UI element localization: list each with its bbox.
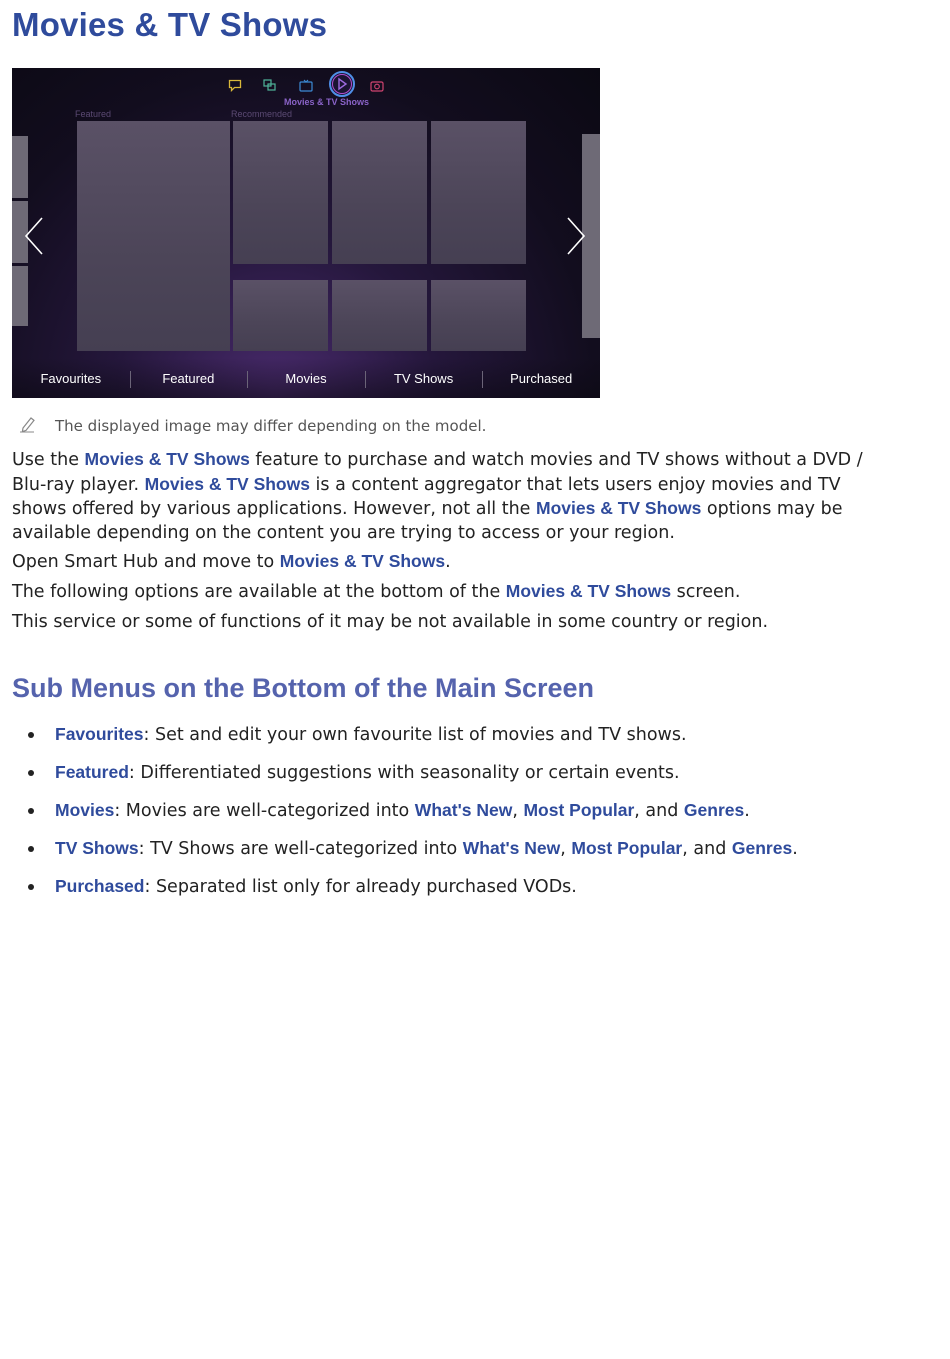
tv-icon — [295, 74, 317, 96]
text: , — [512, 801, 524, 821]
pencil-icon — [18, 414, 38, 434]
term: Featured — [55, 762, 129, 782]
recommended-tile[interactable] — [431, 280, 526, 351]
term: Purchased — [55, 876, 145, 896]
speech-bubble-icon — [224, 74, 246, 96]
text: . — [792, 839, 798, 859]
featured-section-label: Featured — [75, 109, 112, 119]
text: . — [744, 801, 750, 821]
text: : Differentiated suggestions with seasonality or certain events. — [128, 763, 680, 783]
text: . — [445, 552, 451, 572]
menu-name: Movies & TV Shows — [536, 498, 702, 518]
chevron-right-icon[interactable] — [560, 214, 590, 258]
term: Movies — [55, 800, 115, 820]
text: , and — [682, 839, 732, 859]
recommended-tile[interactable] — [332, 280, 427, 351]
list-item — [12, 760, 912, 798]
term: Most Popular — [523, 800, 635, 820]
term: Genres — [731, 838, 793, 858]
prev-panel-tile — [12, 266, 28, 326]
text: : Separated list only for already purchased VODs. — [144, 877, 577, 897]
text: Open Smart Hub and move to — [12, 552, 280, 572]
text: The following options are available at the bottom of the — [12, 582, 506, 602]
menu-name: Movies & TV Shows — [279, 551, 446, 571]
prev-panel-tile — [12, 136, 28, 198]
list-item — [12, 722, 912, 760]
recommended-tile[interactable] — [233, 280, 328, 351]
term: Most Popular — [571, 838, 683, 858]
submenu-list — [12, 722, 912, 912]
recommended-section-label: Recommended — [231, 109, 293, 119]
options-paragraph — [12, 580, 892, 605]
term: Genres — [683, 800, 745, 820]
model-note — [12, 412, 712, 436]
list-item — [12, 798, 912, 836]
menu-name: Movies & TV Shows — [84, 449, 250, 469]
intro-paragraph — [12, 448, 892, 545]
tab-movies[interactable]: Movies — [247, 358, 365, 398]
text: : Movies are well-categorized into — [114, 801, 415, 821]
featured-tile[interactable] — [77, 121, 230, 351]
play-icon[interactable] — [327, 69, 357, 99]
open-smart-hub-paragraph — [12, 550, 892, 575]
tab-tv-shows[interactable]: TV Shows — [365, 358, 483, 398]
page-title: Movies & TV Shows — [12, 6, 328, 43]
menu-name: Movies & TV Shows — [505, 581, 672, 601]
tab-featured[interactable]: Featured — [130, 358, 248, 398]
chevron-left-icon[interactable] — [20, 214, 50, 258]
term: TV Shows — [55, 838, 139, 858]
note-text: The displayed image may differ depending on the model. — [55, 417, 487, 435]
text: , — [560, 839, 572, 859]
term: What's New — [462, 838, 561, 858]
text: screen. — [671, 582, 741, 602]
camera-icon — [366, 74, 388, 96]
smart-hub-screenshot — [12, 68, 600, 398]
section-heading: Sub Menus on the Bottom of the Main Screen — [12, 673, 595, 703]
availability-paragraph: This service or some of functions of it may be not available in some country or region. — [12, 612, 769, 632]
recommended-tile[interactable] — [431, 121, 526, 264]
list-item — [12, 836, 912, 874]
text: : TV Shows are well-categorized into — [138, 839, 463, 859]
list-item — [12, 874, 912, 912]
term: What's New — [414, 800, 513, 820]
recommended-tile[interactable] — [332, 121, 427, 264]
text: , and — [634, 801, 684, 821]
menu-name: Movies & TV Shows — [144, 473, 310, 494]
tab-favourites[interactable]: Favourites — [40, 370, 102, 386]
text: Use the — [12, 450, 85, 470]
term: Favourites — [55, 724, 144, 744]
text: : Set and edit your own favourite list of movies and TV shows. — [143, 725, 687, 745]
recommended-tile[interactable] — [233, 121, 328, 264]
bottom-tab-bar — [12, 358, 600, 398]
text: feature to purchase and watch movies and TV shows without a DVD / Blu-ray player. — [12, 450, 863, 495]
active-panel-label: Movies & TV Shows — [284, 97, 370, 107]
text: options may be available depending on the content you are trying to access or your region. — [12, 499, 843, 543]
text: is a content aggregator that lets users enjoy movies and TV shows offered by various applications. However, not all the — [12, 474, 841, 519]
social-icon — [259, 74, 281, 96]
tab-purchased[interactable]: Purchased — [482, 358, 600, 398]
